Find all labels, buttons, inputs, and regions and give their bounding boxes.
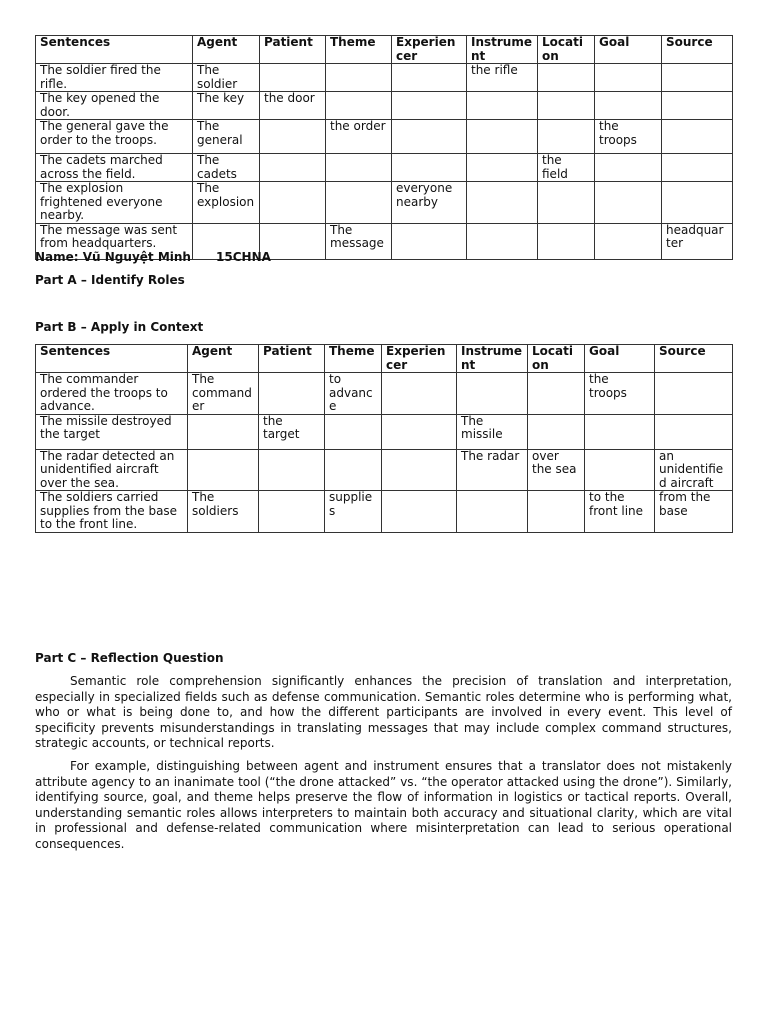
header-instrument: Instrument	[467, 36, 538, 64]
header-location: Location	[538, 36, 595, 64]
cell-theme	[326, 64, 392, 92]
cell-experiencer	[392, 223, 467, 259]
cell-agent: The soldiers	[188, 491, 259, 533]
cell-goal	[585, 449, 655, 491]
cell-goal: the troops	[585, 373, 655, 415]
cell-source	[655, 414, 733, 449]
table-row	[36, 120, 733, 154]
table-header-row	[36, 36, 733, 64]
part-a-heading: Part A – Identify Roles	[35, 273, 185, 287]
table-row	[36, 449, 733, 491]
student-name: Name: Vũ Nguyệt Minh 15CHNA	[35, 250, 271, 264]
cell-sentence: The soldier fired the rifle.	[36, 64, 193, 92]
cell-location	[538, 92, 595, 120]
cell-instrument	[467, 182, 538, 224]
cell-location	[538, 120, 595, 154]
cell-experiencer: everyone nearby	[392, 182, 467, 224]
cell-experiencer	[392, 154, 467, 182]
cell-experiencer	[392, 64, 467, 92]
cell-agent	[188, 414, 259, 449]
cell-agent: The key	[193, 92, 260, 120]
cell-theme	[326, 182, 392, 224]
cell-location	[538, 64, 595, 92]
cell-goal	[595, 154, 662, 182]
cell-location	[528, 414, 585, 449]
cell-source	[662, 64, 733, 92]
reflection-paragraph-2: For example, distinguishing between agent and instrument ensures that a translator does not mistakenly attribute agency to an inanimate tool (“the drone attacked” vs. “the operator attacked using the drone”). Similarly, identifying source, goal, and theme helps preserve the flow of information in logistics or tactical reports. Overall, understanding semantic roles allows interpreters to maintain both accuracy and situational clarity, which are vital in professional and defense-related communication where misinterpretation can lead to serious operational consequences.	[35, 759, 732, 851]
cell-source	[662, 182, 733, 224]
cell-theme	[326, 154, 392, 182]
cell-experiencer	[382, 449, 457, 491]
cell-goal	[595, 92, 662, 120]
table-row	[36, 414, 733, 449]
cell-agent: The soldier	[193, 64, 260, 92]
cell-sentence: The missile destroyed the target	[36, 414, 188, 449]
header-location: Location	[528, 345, 585, 373]
cell-theme	[325, 449, 382, 491]
cell-sentence: The radar detected an unidentified aircraft over the sea.	[36, 449, 188, 491]
cell-patient	[260, 182, 326, 224]
cell-instrument: The missile	[457, 414, 528, 449]
header-source: Source	[655, 345, 733, 373]
header-instrument: Instrument	[457, 345, 528, 373]
cell-agent: The commander	[188, 373, 259, 415]
table-row	[36, 64, 733, 92]
cell-experiencer	[382, 414, 457, 449]
header-theme: Theme	[325, 345, 382, 373]
cell-patient	[260, 120, 326, 154]
header-sentences: Sentences	[36, 345, 188, 373]
cell-experiencer	[382, 491, 457, 533]
cell-patient	[259, 373, 325, 415]
cell-theme	[325, 414, 382, 449]
cell-goal	[595, 182, 662, 224]
header-experiencer: Experiencer	[382, 345, 457, 373]
cell-experiencer	[392, 92, 467, 120]
cell-sentence: The cadets marched across the field.	[36, 154, 193, 182]
cell-instrument	[467, 154, 538, 182]
table-row	[36, 92, 733, 120]
cell-patient	[260, 64, 326, 92]
cell-sentence: The explosion frightened everyone nearby.	[36, 182, 193, 224]
cell-sentence: The message was sent from headquarters.	[36, 223, 193, 259]
cell-experiencer	[382, 373, 457, 415]
table-row	[36, 182, 733, 224]
reflection-paragraph-1: Semantic role comprehension significantly enhances the precision of translation and interpretation, especially in specialized fields such as defense communication. Semantic roles determine who is performing what, who or what is being done to, and how the different participants are involved in every event. This level of specificity prevents misunderstandings in translating messages that may include complex command structures, strategic accounts, or technical reports.	[35, 674, 732, 751]
cell-goal: to the front line	[585, 491, 655, 533]
cell-location	[538, 182, 595, 224]
cell-instrument: The radar	[457, 449, 528, 491]
table-row	[36, 373, 733, 415]
cell-experiencer	[392, 120, 467, 154]
cell-location: over the sea	[528, 449, 585, 491]
cell-patient	[259, 449, 325, 491]
header-sentences: Sentences	[36, 36, 193, 64]
header-goal: Goal	[595, 36, 662, 64]
cell-source	[662, 154, 733, 182]
part-c-heading: Part C – Reflection Question	[35, 651, 224, 665]
table-row	[36, 491, 733, 533]
cell-sentence: The commander ordered the troops to advance.	[36, 373, 188, 415]
header-agent: Agent	[188, 345, 259, 373]
cell-source	[662, 92, 733, 120]
header-patient: Patient	[260, 36, 326, 64]
cell-patient: the door	[260, 92, 326, 120]
header-theme: Theme	[326, 36, 392, 64]
part-b-heading: Part B – Apply in Context	[35, 320, 204, 334]
cell-agent: The cadets	[193, 154, 260, 182]
cell-source: headquarter	[662, 223, 733, 259]
cell-instrument: the rifle	[467, 64, 538, 92]
cell-instrument	[457, 373, 528, 415]
roles-table-1	[35, 35, 733, 260]
cell-theme: to advance	[325, 373, 382, 415]
cell-location	[538, 223, 595, 259]
cell-theme	[326, 92, 392, 120]
cell-sentence: The general gave the order to the troops.	[36, 120, 193, 154]
cell-patient	[260, 154, 326, 182]
cell-location	[528, 373, 585, 415]
cell-patient: the target	[259, 414, 325, 449]
cell-theme: the order	[326, 120, 392, 154]
roles-table-2	[35, 344, 733, 533]
cell-agent: The general	[193, 120, 260, 154]
cell-source: from the base	[655, 491, 733, 533]
cell-patient	[259, 491, 325, 533]
header-patient: Patient	[259, 345, 325, 373]
cell-goal	[595, 64, 662, 92]
cell-instrument	[467, 92, 538, 120]
cell-instrument	[467, 223, 538, 259]
cell-sentence: The key opened the door.	[36, 92, 193, 120]
cell-theme: supplies	[325, 491, 382, 533]
cell-source	[662, 120, 733, 154]
cell-location: the field	[538, 154, 595, 182]
cell-sentence: The soldiers carried supplies from the base to the front line.	[36, 491, 188, 533]
cell-source	[655, 373, 733, 415]
cell-location	[528, 491, 585, 533]
cell-instrument	[467, 120, 538, 154]
cell-instrument	[457, 491, 528, 533]
cell-goal	[595, 223, 662, 259]
header-goal: Goal	[585, 345, 655, 373]
cell-goal: the troops	[595, 120, 662, 154]
cell-agent	[188, 449, 259, 491]
header-agent: Agent	[193, 36, 260, 64]
table-row	[36, 154, 733, 182]
cell-goal	[585, 414, 655, 449]
table-header-row	[36, 345, 733, 373]
cell-source: an unidentified aircraft	[655, 449, 733, 491]
cell-theme: The message	[326, 223, 392, 259]
cell-agent: The explosion	[193, 182, 260, 224]
header-source: Source	[662, 36, 733, 64]
header-experiencer: Experiencer	[392, 36, 467, 64]
